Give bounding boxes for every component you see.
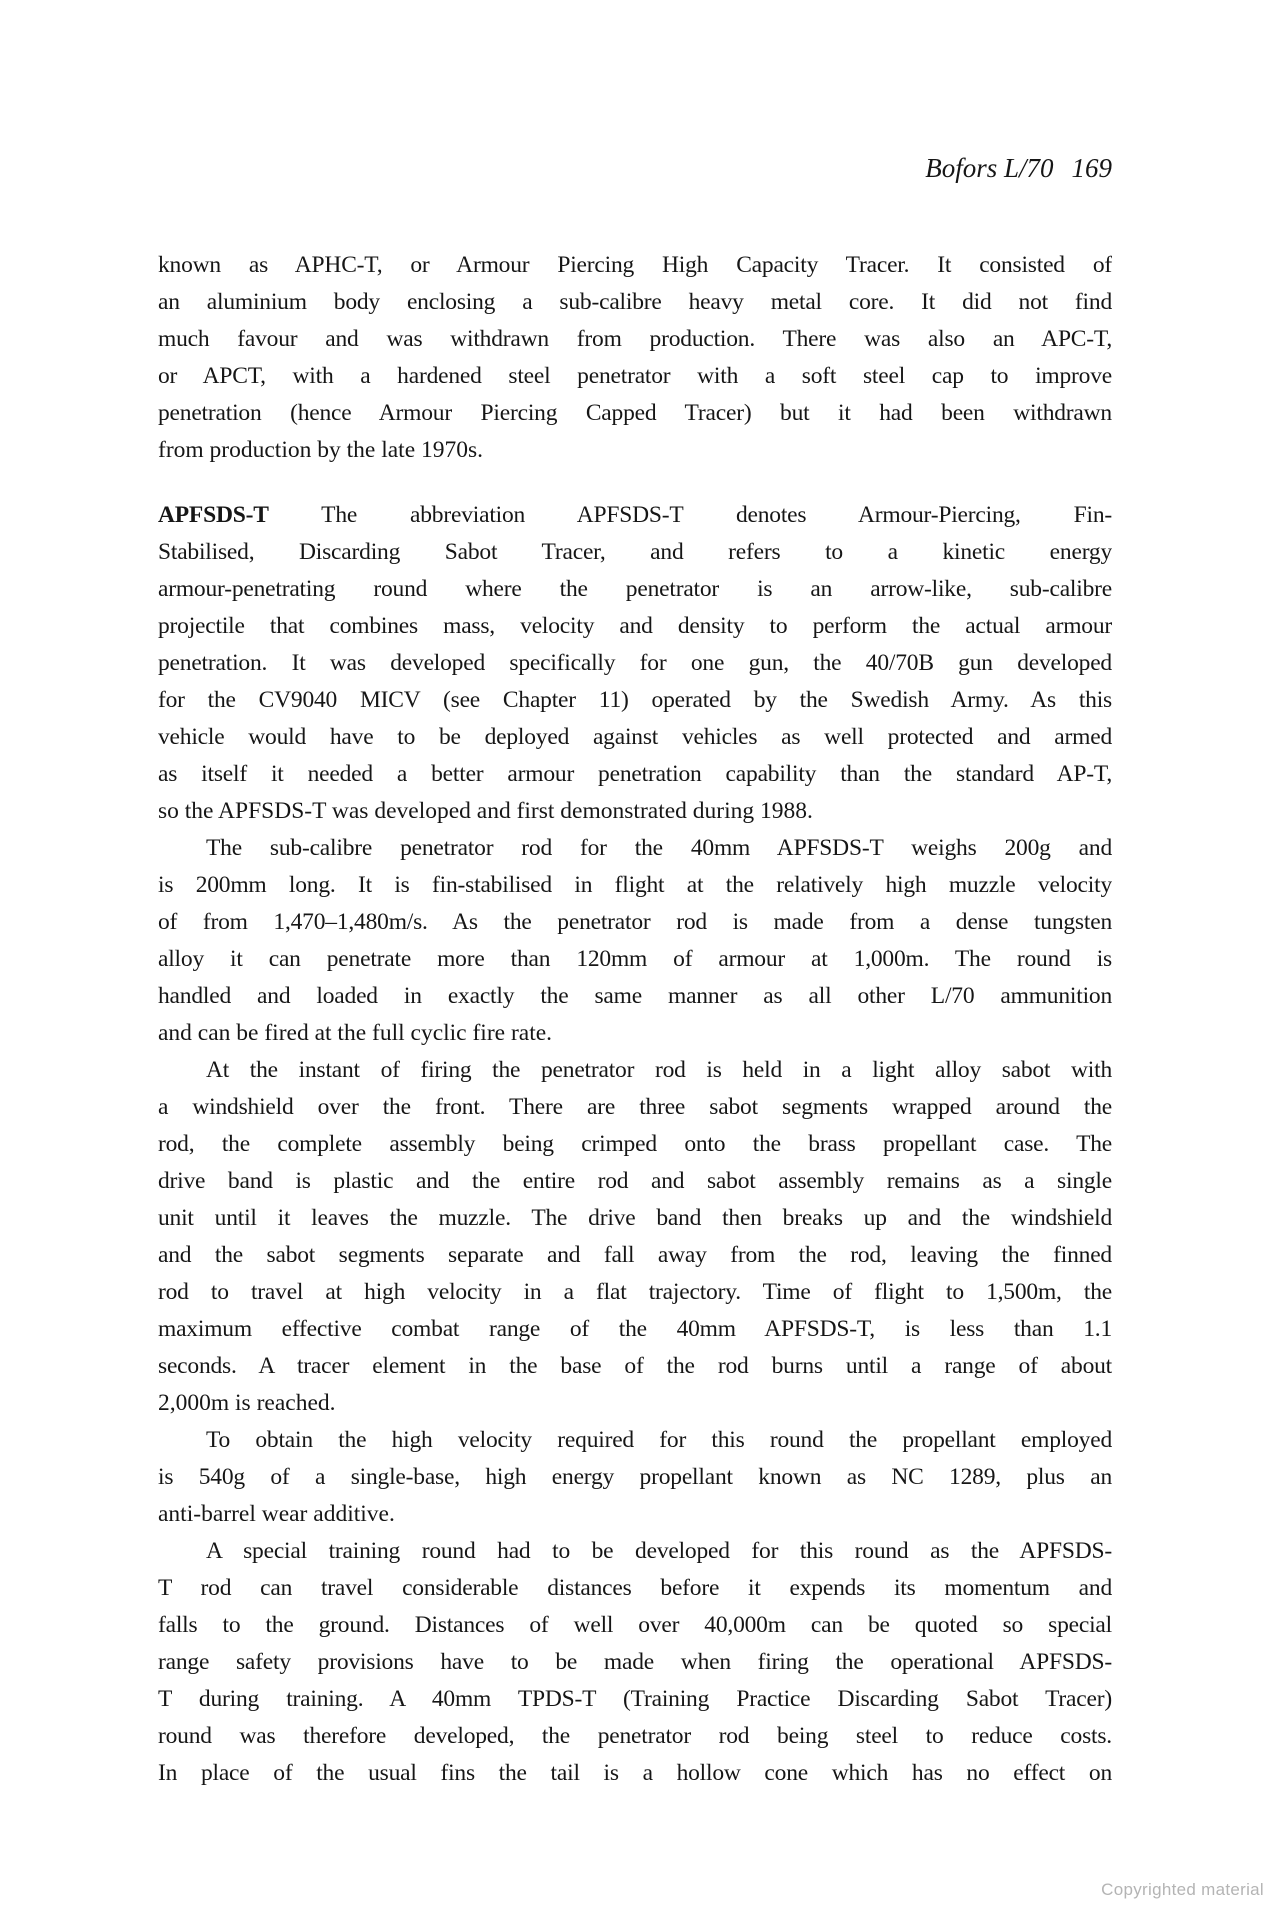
- text-line: is 540g of a single-base, high energy propellant known as NC 1289, plus an: [158, 1464, 1112, 1490]
- text-line: Stabilised, Discarding Sabot Tracer, and refers to a kinetic energy: [158, 539, 1112, 565]
- text-line: A special training round had to be developed for this round as the APFSDS-: [206, 1538, 1112, 1564]
- text-line: 2,000m is reached.: [158, 1390, 336, 1416]
- paragraph: [158, 497, 1112, 830]
- paragraph-lead-term: APFSDS-T: [158, 502, 269, 528]
- text-line: APFSDS-T The abbreviation APFSDS-T denotes Armour-Piercing, Fin-: [158, 502, 1112, 528]
- text-line: round was therefore developed, the penetrator rod being steel to reduce costs.: [158, 1723, 1112, 1749]
- text-line: anti-barrel wear additive.: [158, 1501, 395, 1527]
- text-line: T during training. A 40mm TPDS-T (Training Practice Discarding Sabot Tracer): [158, 1686, 1112, 1712]
- text-line: drive band is plastic and the entire rod and sabot assembly remains as a single: [158, 1168, 1112, 1194]
- paragraph: [158, 1533, 1112, 1792]
- running-header-title: Bofors L/70: [925, 153, 1054, 183]
- text-line: and the sabot segments separate and fall away from the rod, leaving the finned: [158, 1242, 1112, 1268]
- text-line: The sub-calibre penetrator rod for the 40mm APFSDS-T weighs 200g and: [206, 835, 1112, 861]
- text-line: range safety provisions have to be made when firing the operational APFSDS-: [158, 1649, 1112, 1675]
- text-line: seconds. A tracer element in the base of the rod burns until a range of about: [158, 1353, 1112, 1379]
- text-line: projectile that combines mass, velocity and density to perform the actual armour: [158, 613, 1112, 639]
- text-line: alloy it can penetrate more than 120mm of armour at 1,000m. The round is: [158, 946, 1112, 972]
- text-line: as itself it needed a better armour penetration capability than the standard AP-T,: [158, 761, 1112, 787]
- text-line: To obtain the high velocity required for this round the propellant employed: [206, 1427, 1112, 1453]
- paragraph: [158, 1052, 1112, 1422]
- text-line: unit until it leaves the muzzle. The drive band then breaks up and the windshield: [158, 1205, 1112, 1231]
- text-line: armour-penetrating round where the penetrator is an arrow-like, sub-calibre: [158, 576, 1112, 602]
- paragraph: [158, 247, 1112, 469]
- text-line: and can be fired at the full cyclic fire rate.: [158, 1020, 553, 1046]
- page-body-text: [158, 247, 1112, 1792]
- running-header: [158, 150, 1112, 187]
- paragraph: [158, 830, 1112, 1052]
- text-line: is 200mm long. It is fin-stabilised in flight at the relatively high muzzle velocity: [158, 872, 1112, 898]
- text-line: In place of the usual fins the tail is a hollow cone which has no effect on: [158, 1760, 1112, 1786]
- page-number: 169: [1071, 153, 1112, 183]
- text-line: T rod can travel considerable distances before it expends its momentum and: [158, 1575, 1112, 1601]
- text-line: rod, the complete assembly being crimped onto the brass propellant case. The: [158, 1131, 1112, 1157]
- text-line: so the APFSDS-T was developed and first demonstrated during 1988.: [158, 798, 813, 824]
- text-line: much favour and was withdrawn from production. There was also an APC-T,: [158, 326, 1112, 352]
- text-line: from production by the late 1970s.: [158, 437, 484, 463]
- text-line: for the CV9040 MICV (see Chapter 11) operated by the Swedish Army. As this: [158, 687, 1112, 713]
- text-line: known as APHC-T, or Armour Piercing High Capacity Tracer. It consisted of: [158, 252, 1112, 278]
- text-line: penetration. It was developed specifically for one gun, the 40/70B gun developed: [158, 650, 1112, 676]
- text-line: At the instant of firing the penetrator rod is held in a light alloy sabot with: [206, 1057, 1112, 1083]
- text-line: an aluminium body enclosing a sub-calibre heavy metal core. It did not find: [158, 289, 1112, 315]
- text-line: or APCT, with a hardened steel penetrator with a soft steel cap to improve: [158, 363, 1112, 389]
- text-line: maximum effective combat range of the 40mm APFSDS-T, is less than 1.1: [158, 1316, 1112, 1342]
- text-line: vehicle would have to be deployed against vehicles as well protected and armed: [158, 724, 1112, 750]
- text-line: rod to travel at high velocity in a flat trajectory. Time of flight to 1,500m, the: [158, 1279, 1112, 1305]
- text-line: handled and loaded in exactly the same manner as all other L/70 ammunition: [158, 983, 1112, 1009]
- text-line: a windshield over the front. There are three sabot segments wrapped around the: [158, 1094, 1112, 1120]
- text-line: falls to the ground. Distances of well over 40,000m can be quoted so special: [158, 1612, 1112, 1638]
- paragraph: [158, 1422, 1112, 1533]
- copyright-watermark: Copyrighted material: [1101, 1880, 1264, 1899]
- text-line: penetration (hence Armour Piercing Capped Tracer) but it had been withdrawn: [158, 400, 1112, 426]
- text-line: of from 1,470–1,480m/s. As the penetrator rod is made from a dense tungsten: [158, 909, 1112, 935]
